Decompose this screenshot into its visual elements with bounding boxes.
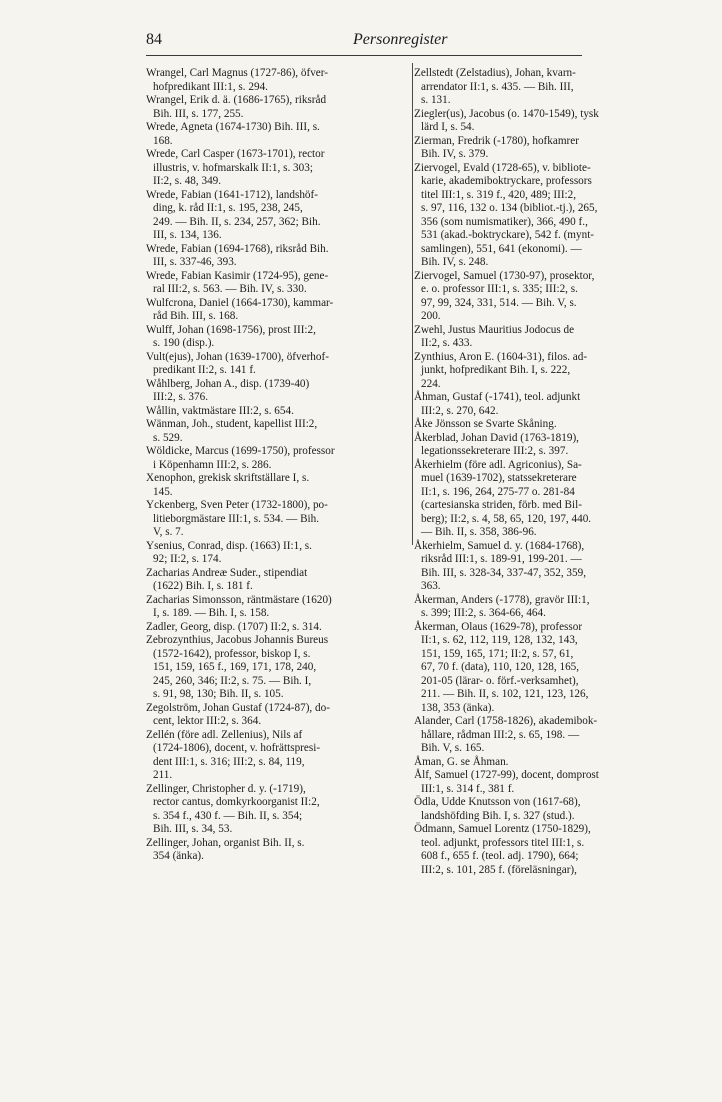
entry-line: Wöldicke, Marcus (1699-1750), professor [146,445,335,457]
entry-line: Åkerblad, Johan David (1763-1819), [414,431,579,444]
entry-line: Ysenius, Conrad, disp. (1663) II:1, s. [146,539,312,552]
entry-line: Wrangel, Erik d. ä. (1686-1765), riksråd [146,94,327,106]
entry-line: s. 91, 98, 130; Bih. II, s. 105. [153,688,284,700]
right-column [414,67,680,877]
register-entry [414,594,680,621]
entry-line: illustris, v. hofmarskalk II:1, s. 303; [153,161,313,174]
entry-line: Wrede, Fabian (1641-1712), landshöf- [146,188,318,201]
entry-line: Zegolström, Johan Gustaf (1724-87), do- [146,701,330,714]
register-entry [146,445,411,472]
entry-line: Bih. IV, s. 248. [421,256,489,268]
entry-line: 92; II:2, s. 174. [153,553,222,565]
register-entry [414,270,680,324]
entry-line: s. 131. [421,94,451,106]
entry-line: lärd I, s. 54. [421,121,475,133]
entry-line: s. 190 (disp.). [153,337,215,349]
entry-line: Alander, Carl (1758-1826), akademibok- [414,715,598,727]
entry-line: Zellinger, Christopher d. y. (-1719), [146,782,306,795]
entry-line: 67, 70 f. (data), 110, 120, 128, 165, [421,661,580,673]
entry-line: III:1, s. 314 f., 381 f. [421,782,515,795]
entry-line: 145. [153,485,173,498]
entry-line: Åman, G. se Åhman. [414,755,509,768]
entry-line: litieborgmästare III:1, s. 534. — Bih. [153,512,320,525]
entry-line: (1724-1806), docent, v. hofrättspresi- [153,742,321,754]
entry-line: Zynthius, Aron E. (1604-31), filos. ad- [414,350,588,363]
register-entry [146,418,411,445]
entry-line: predikant II:2, s. 141 f. [153,364,256,376]
entry-line: Åkerhielm, Samuel d. y. (1684-1768), [414,539,585,552]
entry-line: Xenophon, grekisk skriftställare I, s. [146,472,310,484]
register-entry [146,540,411,567]
entry-line: dent III:1, s. 316; III:2, s. 84, 119, [153,755,305,768]
register-entry [414,351,680,392]
entry-line: Zacharias Andreæ Suder., stipendiat [146,566,308,579]
register-entry [146,472,411,499]
register-entry [414,162,680,270]
entry-line: III:2, s. 101, 285 f. (föreläsningar), [421,863,577,876]
entry-line: Zacharias Simonsson, räntmästare (1620) [146,593,332,606]
entry-line: Zebrozynthius, Jacobus Johannis Bureus [146,634,329,646]
entry-line: III, s. 134, 136. [153,229,222,241]
register-entry [414,418,680,432]
entry-line: Ålf, Samuel (1727-99), docent, domprost [414,769,599,781]
register-entry [414,135,680,162]
entry-line: Ziervogel, Evald (1728-65), v. bibliote- [414,161,591,174]
entry-line: råd Bih. III, s. 168. [153,310,239,322]
entry-line: ding, k. råd II:1, s. 195, 238, 245, [153,202,303,214]
register-entry [414,432,680,459]
entry-line: Wulfcrona, Daniel (1664-1730), kammar- [146,296,334,309]
entry-line: riksråd III:1, s. 189-91, 199-201. — [421,553,582,565]
entry-line: 168. [153,134,173,147]
entry-line: Åkerman, Olaus (1629-78), professor [414,620,583,633]
entry-line: 200. [421,310,441,322]
register-entry [146,621,411,635]
entry-line: 363. [421,580,441,592]
entry-line: Zwehl, Justus Mauritius Jodocus de [414,323,575,336]
entry-line: teol. adjunkt, professors titel III:1, s. [421,836,585,849]
entry-line: Wänman, Joh., student, kapellist III:2, [146,418,318,430]
entry-line: Åkerhielm (före adl. Agriconius), Sa- [414,458,582,471]
register-entry [146,499,411,540]
entry-line: legationssekreterare III:2, s. 397. [421,445,569,457]
entry-line: Zellén (före adl. Zellenius), Nils af [146,728,303,741]
entry-line: s. 97, 116, 132 o. 134 (bibliot.-tj.), 265, [421,202,598,214]
entry-line: 249. — Bih. II, s. 234, 257, 362; Bih. [153,215,321,228]
register-entry [414,324,680,351]
entry-line: Bih. IV, s. 379. [421,148,489,160]
register-entry [146,567,411,594]
register-entry [414,621,680,716]
entry-line: Ödmann, Samuel Lorentz (1750-1829), [414,823,591,835]
entry-line: titel III:1, s. 319 f., 420, 489; III:2, [421,188,577,201]
entry-line: Wrede, Carl Casper (1673-1701), rector [146,148,325,160]
entry-line: muel (1639-1702), statssekreterare [421,472,577,484]
register-entry [146,189,411,243]
register-entry [414,796,680,823]
entry-line: 138, 353 (änka). [421,701,495,714]
entry-line: (cartesianska striden, förb. med Bil- [421,499,582,511]
entry-line: i Köpenhamn III:2, s. 286. [153,458,272,471]
entry-line: Bih. V, s. 165. [421,742,485,754]
entry-line: Ziegler(us), Jacobus (o. 1470-1549), tysk [414,107,599,120]
register-entry [414,715,680,756]
running-title: Personregister [353,31,448,48]
entry-line: Ödla, Udde Knutsson von (1617-68), [414,796,581,808]
entry-line: 211. [153,769,173,781]
entry-line: e. o. professor III:1, s. 335; III:2, s. [421,283,578,295]
entry-line: 151, 159, 165, 171; II:2, s. 57, 61, [421,647,574,660]
entry-line: rector cantus, domkyrkoorganist II:2, [153,796,320,808]
register-entry [414,391,680,418]
entry-line: III, s. 337-46, 393. [153,256,237,268]
page-header [146,31,464,53]
entry-line: Wrede, Fabian (1694-1768), riksråd Bih. [146,242,329,255]
register-entry [414,756,680,770]
entry-line: karie, akademiboktryckare, professors [421,175,592,187]
page-number: 84 [146,31,162,48]
entry-line: s. 354 f., 430 f. — Bih. II, s. 354; [153,809,303,822]
entry-line: Wrede, Fabian Kasimir (1724-95), gene- [146,269,329,282]
entry-line: I, s. 189. — Bih. I, s. 158. [153,607,270,619]
register-entry [146,702,411,729]
entry-line: Wrede, Agneta (1674-1730) Bih. III, s. [146,121,320,133]
entry-line: 531 (akad.-boktryckare), 542 f. (mynt- [421,229,595,241]
register-entry [414,540,680,594]
entry-line: Wållin, vaktmästare III:2, s. 654. [146,404,294,417]
entry-line: landshöfding Bih. I, s. 327 (stud.). [421,809,575,822]
left-column [146,67,411,864]
register-entry [146,378,411,405]
entry-line: arrendator II:1, s. 435. — Bih. III, [421,80,574,93]
entry-line: cent, lektor III:2, s. 364. [153,715,262,727]
register-entry [146,594,411,621]
register-entry [146,324,411,351]
entry-line: 211. — Bih. II, s. 102, 121, 123, 126, [421,688,589,700]
column-divider [412,63,413,545]
entry-line: 608 f., 655 f. (teol. adj. 1790), 664; [421,850,579,862]
entry-line: (1622) Bih. I, s. 181 f. [153,580,253,592]
register-entry [146,67,411,94]
entry-line: Bih. III, s. 328-34, 337-47, 352, 359, [421,566,587,579]
register-entry [146,243,411,270]
entry-line: Zadler, Georg, disp. (1707) II:2, s. 314. [146,620,322,633]
register-entry [414,67,680,108]
entry-line: II:1, s. 196, 264, 275-77 o. 281-84 [421,485,575,498]
register-entry [146,121,411,148]
register-entry [146,148,411,189]
entry-line: hofpredikant III:1, s. 294. [153,80,268,93]
entry-line: II:2, s. 433. [421,337,473,349]
entry-line: berg); II:2, s. 4, 58, 65, 120, 197, 440. [421,512,592,525]
entry-line: Åke Jönsson se Svarte Skåning. [414,418,557,430]
entry-line: 245, 260, 346; II:2, s. 75. — Bih. I, [153,674,312,687]
entry-line: samlingen), 551, 641 (ekonomi). — [421,242,582,255]
entry-line: 97, 99, 324, 331, 514. — Bih. V, s. [421,296,577,309]
entry-line: — Bih. II, s. 358, 386-96. [421,526,537,538]
register-entry [146,94,411,121]
entry-line: Wåhlberg, Johan A., disp. (1739-40) [146,377,310,390]
register-entry [414,108,680,135]
register-entry [146,351,411,378]
entry-line: 354 (änka). [153,850,204,862]
register-entry [414,823,680,877]
register-entry [414,769,680,796]
entry-line: ral III:2, s. 563. — Bih. IV, s. 330. [153,283,307,295]
entry-line: 151, 159, 165 f., 169, 171, 178, 240, [153,661,317,673]
entry-line: Yckenberg, Sven Peter (1732-1800), po- [146,499,328,511]
entry-line: V, s. 7. [153,526,184,538]
entry-line: Zellstedt (Zelstadius), Johan, kvarn- [414,67,576,79]
entry-line: III:2, s. 270, 642. [421,404,499,417]
entry-line: Bih. III, s. 34, 53. [153,823,233,835]
entry-line: hållare, rådman III:2, s. 65, 198. — [421,728,580,741]
entry-line: 224. [421,377,441,390]
entry-line: Åhman, Gustaf (-1741), teol. adjunkt [414,391,581,403]
register-entry [146,729,411,783]
entry-line: Bih. III, s. 177, 255. [153,107,244,120]
entry-line: 356 (som numismatiker), 366, 490 f., [421,215,588,228]
entry-line: Zellinger, Johan, organist Bih. II, s. [146,836,305,849]
entry-line: junkt, hofpredikant Bih. I, s. 222, [421,364,571,376]
entry-line: Ziervogel, Samuel (1730-97), prosektor, [414,269,595,282]
entry-line: s. 399; III:2, s. 364-66, 464. [421,607,546,619]
entry-line: Zierman, Fredrik (-1780), hofkamrer [414,134,579,147]
register-entry [146,405,411,419]
entry-line: Wrangel, Carl Magnus (1727-86), öfver- [146,67,328,79]
entry-line: III:2, s. 376. [153,391,208,403]
entry-line: (1572-1642), professor, biskop I, s. [153,647,311,660]
entry-line: Vult(ejus), Johan (1639-1700), öfverhof- [146,350,329,363]
register-entry [414,459,680,540]
entry-line: 201-05 (lärar- o. förf.-verksamhet), [421,674,579,687]
entry-line: s. 529. [153,431,183,444]
entry-line: Wulff, Johan (1698-1756), prost III:2, [146,323,316,336]
register-entry [146,634,411,702]
register-entry [146,297,411,324]
register-entry [146,837,411,864]
entry-line: II:2, s. 48, 349. [153,175,222,187]
header-rule [146,55,582,56]
register-entry [146,783,411,837]
register-entry [146,270,411,297]
entry-line: II:1, s. 62, 112, 119, 128, 132, 143, [421,634,578,646]
entry-line: Åkerman, Anders (-1778), gravör III:1, [414,593,590,606]
